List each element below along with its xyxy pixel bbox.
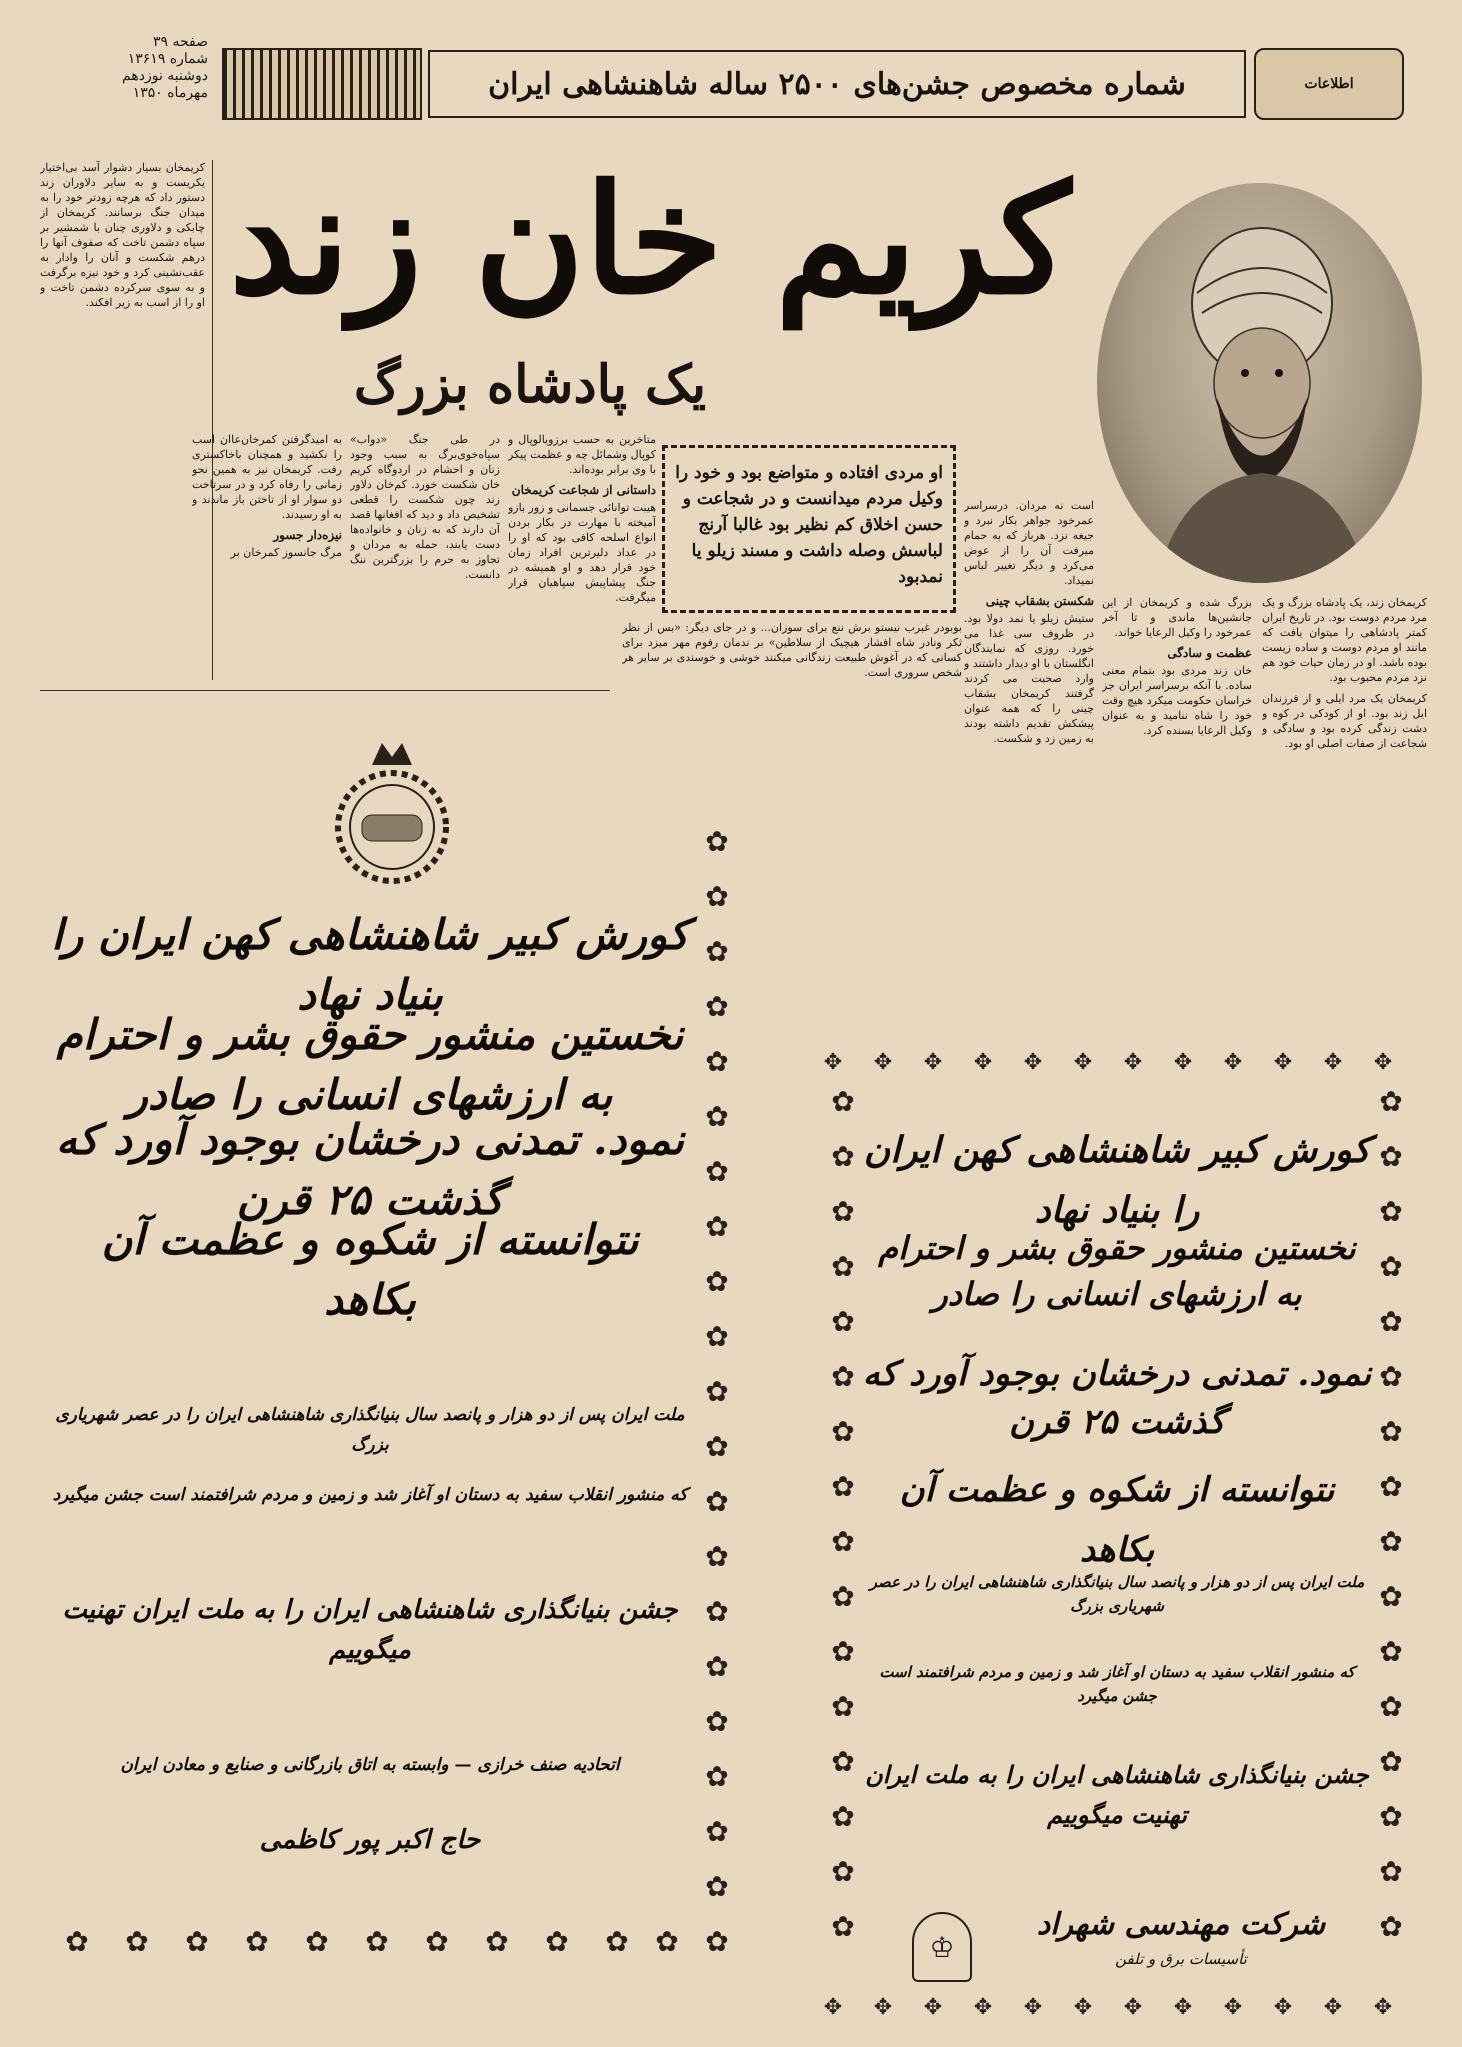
column-3-text: در طی جنگ «دواب» سپاه‌خوی‌برگ به سبب وجود زنان و احشام در اردوگاه کریم خان شکست خورد. کم‌خان دلاور زند چون شکست را قطعی تشخیص داد و دید که افغانها قصد آن دارند که به زنان و خانواده‌ها دست یابند، حمله به مردان و تجاوز به حرم را بزرگترین ننگ دانست. <box>350 433 500 581</box>
column-6 <box>964 498 1094 1018</box>
flower-icon: ✿ <box>1379 1910 1403 1943</box>
flower-icon: ✿ <box>831 1250 855 1283</box>
left-ad-line-2: نخستین منشور حقوق بشر و احترام به ارزشهای انسانی را صادر <box>56 1010 684 1119</box>
cross-ornament-icon: ✥ <box>1173 1995 1193 2020</box>
left-ad-signature: حاج اکبر پور کاظمی <box>259 1825 481 1855</box>
left-ad-line-1: کورش کبیر شاهنشاهی کهن ایران را بنیاد نهاد <box>51 910 689 1019</box>
column-7 <box>1102 595 1252 1015</box>
cross-ornament-icon: ✥ <box>1223 1995 1243 2020</box>
flower-icon: ✿ <box>831 1910 855 1943</box>
cross-ornament-icon: ✥ <box>923 1995 943 2020</box>
flower-icon: ✿ <box>1379 1250 1403 1283</box>
flower-icon: ✿ <box>1379 1745 1403 1778</box>
cross-ornament-icon: ✥ <box>1073 1995 1093 2020</box>
issue-number: شماره ۱۳۶۱۹ <box>127 51 208 67</box>
column-7-text: بزرگ شده و کریمخان از این جانشین‌ها ماندی و تا آخر عمرخود را وکیل الرعایا خواند. <box>1102 596 1252 639</box>
flower-icon: ✿ <box>831 1140 855 1173</box>
column-4-heading: داستانی از شجاعت کریمخان <box>511 483 656 497</box>
column-8b-text: کریمخان یک مرد ایلی و از فرزندان ایل زند بود. او از کودکی در کوه و دشت زندگی کرده بود و سادگی و شجاعت از صفات اصلی او بود. <box>1262 692 1427 750</box>
section-rule <box>40 690 610 691</box>
column-2 <box>192 432 342 662</box>
date-line: دوشنبه نوزدهم <box>122 68 208 84</box>
left-ad-line-8: اتحادیه صنف خرازی — وابسته به اتاق بازرگانی و صنایع و معادن ایران <box>120 1755 620 1775</box>
flower-icon: ✿ <box>185 1925 209 1958</box>
cross-ornament-icon: ✥ <box>873 1995 893 2020</box>
flower-icon: ✿ <box>605 1925 629 1958</box>
cross-ornament-icon: ✥ <box>973 1995 993 2020</box>
flower-icon: ✿ <box>705 1100 729 1133</box>
column-7-heading: عظمت و سادگی <box>1167 646 1252 660</box>
flower-icon: ✿ <box>831 1470 855 1503</box>
column-8 <box>1262 595 1427 1015</box>
column-6-text: است نه مردان. درسراسر عمرخود جواهر بکار نبرد و جیغه نزد. هرباز که به حمام میرفت آن را از عوض می‌کرد و دیگر تغییر لباس نمیداد. <box>964 499 1094 587</box>
flower-icon: ✿ <box>1379 1305 1403 1338</box>
left-ad-line-3: نمود. تمدنی درخشان بوجود آورد که گذشت ۲۵ قرن <box>55 1115 685 1224</box>
flower-icon: ✿ <box>831 1085 855 1118</box>
right-ad-line-1: کورش کبیر شاهنشاهی کهن ایران را بنیاد نهاد <box>863 1129 1371 1231</box>
flower-icon: ✿ <box>1379 1140 1403 1173</box>
flower-icon: ✿ <box>705 825 729 858</box>
flower-icon: ✿ <box>1379 1635 1403 1668</box>
left-ad-line-4: نتوانسته از شکوه و عظمت آن بکاهد <box>101 1215 639 1324</box>
column-2-text: به امیدگرفتن کمرخان‌عاان اسب را نکشید و همچنان باخاکستری رفت. کریمخان نیز به همین نحو زمانی را رفاه کرد و در سرتاخت دو سوار او از تاختن باز ماندند و به او رسیدند. <box>192 433 342 521</box>
flower-icon: ✿ <box>705 1815 729 1848</box>
flower-icon: ✿ <box>485 1925 509 1958</box>
flower-icon: ✿ <box>1379 1580 1403 1613</box>
left-ad-line-5: ملت ایران پس از دو هزار و پانصد سال بنیانگذاری شاهنشاهی ایران را در عصر شهریاری بزرگ <box>55 1405 685 1455</box>
right-ad-line-3: نمود. تمدنی درخشان بوجود آورد که گذشت ۲۵ قرن <box>862 1354 1372 1442</box>
cross-ornament-icon: ✥ <box>1323 1050 1343 1075</box>
page-label: صفحه ۳۹ <box>152 34 208 50</box>
right-ad-line-7: جشن بنیانگذاری شاهنشاهی ایران را به ملت ایران تهنیت میگوییم <box>865 1760 1369 1829</box>
flower-icon: ✿ <box>831 1525 855 1558</box>
cross-ornament-icon: ✥ <box>1023 1050 1043 1075</box>
right-ad-line-4: نتوانسته از شکوه و عظمت آن بکاهد <box>899 1470 1335 1570</box>
cross-ornament-icon: ✥ <box>873 1050 893 1075</box>
cross-ornament-icon: ✥ <box>1073 1050 1093 1075</box>
flower-icon: ✿ <box>1379 1415 1403 1448</box>
flower-icon: ✿ <box>305 1925 329 1958</box>
crown-icon <box>372 743 412 765</box>
flower-icon: ✿ <box>831 1690 855 1723</box>
cross-ornament-icon: ✥ <box>1323 1995 1343 2020</box>
flower-icon: ✿ <box>1379 1525 1403 1558</box>
cross-ornament-icon: ✥ <box>973 1050 993 1075</box>
column-far-left-text: کریمخان بسیار دشوار آسد بی‌اختیار یکریست و به سایر دلاوران زند دستور داد که هرچه زودتر خود را به میدان جنگ برسانند. کریمخان از چابکی و دلاوری چنان با شمشیر بر سپاه دشمن تاخت که صفوف آنها را درهم شکست و آنان را وادار به عقب‌نشینی کرد و خود نیزه برگرفت و به سوی سرکرده دشمن تاخت و او را از اسب به زیر افکند. <box>40 161 205 309</box>
right-ad-line-2: نخستین منشور حقوق بشر و احترام به ارزشهای انسانی را صادر <box>878 1229 1356 1313</box>
flower-icon: ✿ <box>1379 1085 1403 1118</box>
cross-ornament-icon: ✥ <box>1273 1995 1293 2020</box>
flower-icon: ✿ <box>655 1925 679 1958</box>
flower-icon: ✿ <box>831 1635 855 1668</box>
right-ad-signature-sub: تأسیسات برق و تلفن <box>1115 1950 1247 1968</box>
flower-icon: ✿ <box>705 935 729 968</box>
flower-icon: ✿ <box>1379 1855 1403 1888</box>
column-4-top: متاخرین به حسب برزویالوپال و کوپال وشمائل چه و عظمت پیکر با وی برابر بوده‌اند. <box>508 433 656 476</box>
face-shape <box>1214 328 1310 438</box>
cross-ornament-icon: ✥ <box>923 1050 943 1075</box>
cross-ornament-icon: ✥ <box>1373 1995 1393 2020</box>
headline-subtitle: یک پادشاه بزرگ <box>353 354 707 415</box>
company-emblem-icon: ♔ <box>912 1912 972 1982</box>
flower-icon: ✿ <box>831 1855 855 1888</box>
flower-icon: ✿ <box>705 1705 729 1738</box>
column-2-byline: نیزه‌دار جسور <box>273 528 342 542</box>
pull-quote: او مردی افتاده و متواضع بود و خود را وکیل مردم میدانست و در شجاعت و حسن اخلاق کم نظیر بود غالبا آرنج لباسش وصله داشت و مسند زیلو یا نمدبود <box>662 445 956 613</box>
flower-icon: ✿ <box>705 1485 729 1518</box>
crown-emblem <box>316 735 468 885</box>
robe-shape <box>1157 473 1367 583</box>
flower-icon: ✿ <box>705 1595 729 1628</box>
flower-icon: ✿ <box>705 1320 729 1353</box>
flower-icon: ✿ <box>705 1045 729 1078</box>
flower-icon: ✿ <box>705 1155 729 1188</box>
flower-icon: ✿ <box>831 1360 855 1393</box>
flower-icon: ✿ <box>125 1925 149 1958</box>
column-lower-mid-text: بوبودر غبرب نیستو برش ننع برای سوزان... و در جای دیگر: «بس از نظر ثکر ونادر شاه افشار هیچیک از سلاطین» بر ندمان رفوم مهر میزد برای کسانی که در آغوش طبیعت زندگانی میکنند خوشی و خوسندی بر سایر هر شخص سروری است. <box>622 621 962 679</box>
issue-meta <box>38 34 208 102</box>
flower-icon: ✿ <box>1379 1800 1403 1833</box>
column-2-foot: مرگ جانسوز کمرخان بر <box>230 546 342 559</box>
skyline-strip <box>222 48 422 120</box>
flower-icon: ✿ <box>831 1745 855 1778</box>
cross-ornament-icon: ✥ <box>823 1050 843 1075</box>
month-year: مهرماه ۱۳۵۰ <box>132 85 208 101</box>
column-6-heading: شکستن بشقاب چینی <box>985 594 1094 608</box>
headline-title: کریم خان زند <box>229 152 1071 328</box>
right-ad-line-6: که منشور انقلاب سفید به دستان او آغاز شد و زمین و مردم شرافتمند است جشن میگیرد <box>879 1663 1355 1705</box>
flower-icon: ✿ <box>545 1925 569 1958</box>
column-3 <box>350 432 500 662</box>
cross-ornament-icon: ✥ <box>1123 1050 1143 1075</box>
flower-icon: ✿ <box>365 1925 389 1958</box>
flower-icon: ✿ <box>245 1925 269 1958</box>
left-ad-line-7: جشن بنیانگذاری شاهنشاهی ایران را به ملت ایران تهنیت میگوییم <box>62 1595 678 1665</box>
cross-ornament-icon: ✥ <box>1223 1050 1243 1075</box>
column-8-text: کریمخان زند، یک پادشاه بزرگ و یک مرد مردم دوست بود. در تاریخ ایران کمتر پادشاهی را میتوان یافت که مانند او مردم دوست و ساده زیست بوده باشد. او در زمان حیات خود هم نزد مردم محبوب بود. <box>1262 596 1427 684</box>
flower-icon: ✿ <box>831 1800 855 1833</box>
column-far-left <box>40 160 205 680</box>
flower-icon: ✿ <box>831 1580 855 1613</box>
column-6b-text: ستیش زیلو یا نمد دولا بود. در ظروف سی غذا می خورد. روزی که نمایندگان انگلستان با او دیدار داشتند و وارد صحبت می کردند گرفتند کریمخان بشقاب چینی را که همه عنوان پیشکش تقدیم داشته بودند به زمین زد و شکست. <box>964 612 1094 745</box>
flower-icon: ✿ <box>1379 1470 1403 1503</box>
cross-ornament-icon: ✥ <box>823 1995 843 2020</box>
flower-icon: ✿ <box>705 1430 729 1463</box>
flower-icon: ✿ <box>705 1650 729 1683</box>
flower-icon: ✿ <box>65 1925 89 1958</box>
special-issue-banner: شماره مخصوص جشن‌های ۲۵۰۰ ساله شاهنشاهی ایران <box>428 50 1246 118</box>
right-ad-signature: شرکت مهندسی شهراد <box>1036 1907 1326 1942</box>
flower-icon: ✿ <box>705 1760 729 1793</box>
right-ad-line-5: ملت ایران پس از دو هزار و پانصد سال بنیانگذاری شاهنشاهی ایران را در عصر شهریاری بزرگ <box>869 1573 1365 1615</box>
flower-icon: ✿ <box>425 1925 449 1958</box>
flower-icon: ✿ <box>705 1540 729 1573</box>
flower-icon: ✿ <box>1379 1360 1403 1393</box>
cross-ornament-icon: ✥ <box>1023 1995 1043 2020</box>
cross-ornament-icon: ✥ <box>1173 1050 1193 1075</box>
newspaper-logo: اطلاعات <box>1254 48 1404 120</box>
cross-ornament-icon: ✥ <box>1123 1995 1143 2020</box>
flower-icon: ✿ <box>831 1415 855 1448</box>
flower-icon: ✿ <box>705 1265 729 1298</box>
flower-icon: ✿ <box>705 1375 729 1408</box>
flower-icon: ✿ <box>705 1210 729 1243</box>
flower-icon: ✿ <box>705 880 729 913</box>
left-ad-line-6: که منشور انقلاب سفید به دستان او آغاز شد و زمین و مردم شرافتمند است جشن میگیرد <box>52 1485 688 1505</box>
flower-icon: ✿ <box>831 1195 855 1228</box>
flower-icon: ✿ <box>705 1925 729 1958</box>
cross-ornament-icon: ✥ <box>1373 1050 1393 1075</box>
flower-icon: ✿ <box>705 1870 729 1903</box>
flower-icon: ✿ <box>1379 1195 1403 1228</box>
flower-icon: ✿ <box>705 990 729 1023</box>
cross-ornament-icon: ✥ <box>1273 1050 1293 1075</box>
flower-icon: ✿ <box>1379 1690 1403 1723</box>
column-4-text: هیبت توانائی جسمانی و زور بازو آمیخته با مهارت در بکار بردن انواع اسلحه کافی بود که او را در عداد دلیرترین افراد زمان خود قرار دهد و او همیشه در جنگ پیشاپیش سپاهیان قرار میگرفت. <box>508 501 656 604</box>
karim-khan-portrait <box>1097 183 1422 583</box>
flower-icon: ✿ <box>831 1305 855 1338</box>
column-7b-text: خان زند مردی بود بتمام معنی ساده. با آنکه برسراسر ایران جز خراسان حکومت میکرد هیچ وقت خود را شاه ننامید و به عنوان وکیل الرعایا بسنده کرد. <box>1102 664 1252 737</box>
